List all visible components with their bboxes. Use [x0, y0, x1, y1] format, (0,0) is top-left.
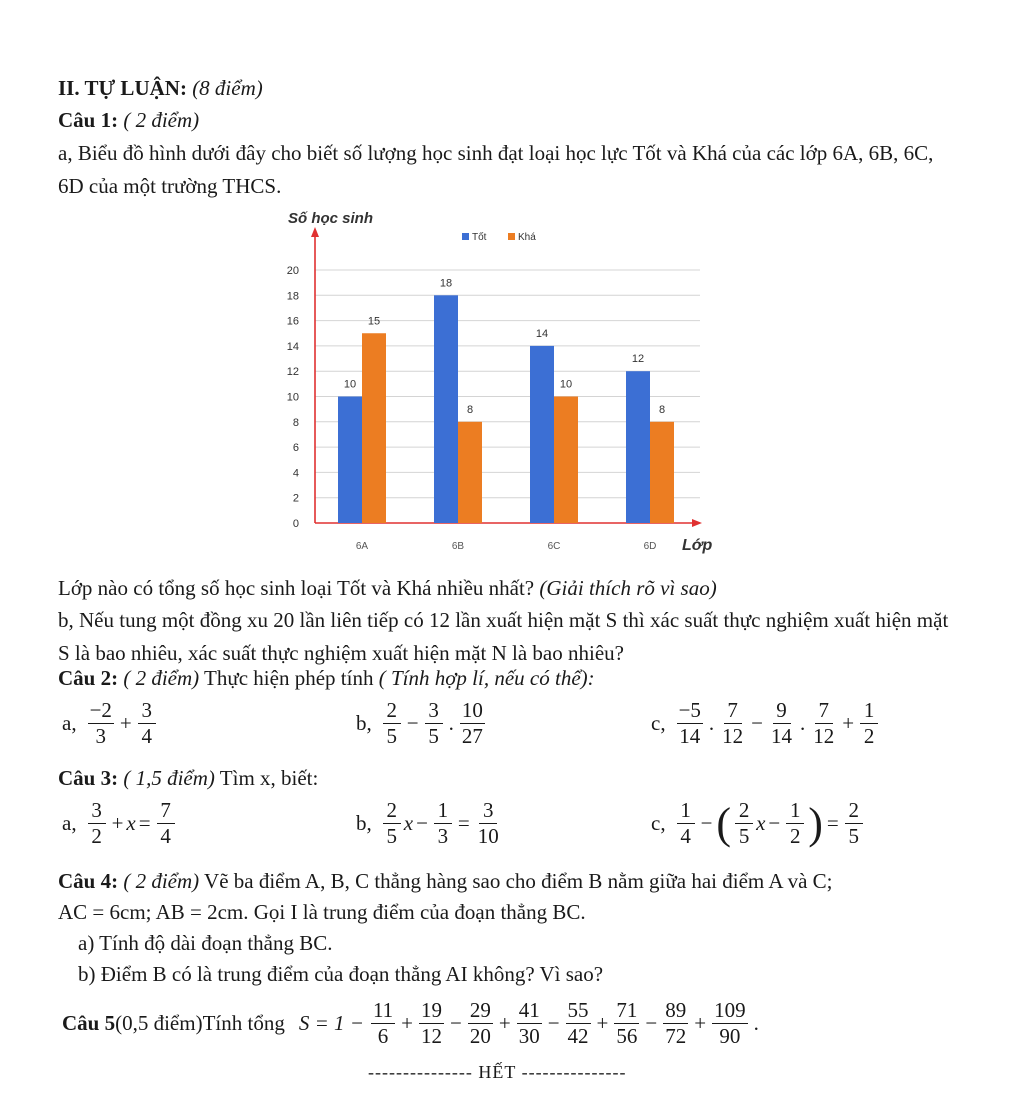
y-tick-label: 4 [292, 467, 299, 480]
bar-chart [240, 205, 760, 565]
data-label: 15 [367, 315, 381, 328]
q1-a-text: a, Biểu đồ hình dưới đây cho biết số lượng học sinh đạt loại học lực Tốt và Khá của các lớp 6A, 6B, 6C, 6D của một trường THCS. [58, 141, 934, 198]
q2-heading: Câu 2: ( 2 điểm) Thực hiện phép tính ( Tính hợp lí, nếu có thể): [58, 666, 595, 690]
x-axis-arrow [692, 519, 702, 527]
q4-item-b: b) Điểm B có là trung điểm của đoạn thẳng AI không? Vì sao? [78, 962, 604, 986]
x-tick-label: 6C [547, 541, 561, 552]
x-tick-label: 6A [355, 541, 369, 552]
q3-a-equation: a, $\frac{3}{2}$ + x = $\frac{7}{4}$ [62, 800, 178, 847]
bar-Tốt-6D [626, 371, 650, 523]
q3-heading: Câu 3: ( 1,5 điểm) Tìm x, biết: [58, 766, 319, 790]
y-tick-label: 0 [292, 518, 299, 530]
data-label: 8 [466, 403, 474, 416]
x-axis-title: Lớp [682, 537, 713, 554]
y-tick-label: 10 [286, 391, 299, 404]
legend-label: Tốt [472, 232, 487, 243]
q4-heading: Câu 4: ( 2 điểm) Vẽ ba điểm A, B, C thẳng hàng sao cho điểm B nằm giữa hai điểm A và C; [58, 869, 833, 893]
bar-Tốt-6C [530, 346, 554, 523]
y-axis-title: Số học sinh [288, 210, 374, 227]
bar-Tốt-6A [338, 397, 362, 524]
data-label: 10 [559, 378, 573, 391]
q1-a-question: Lớp nào có tổng số học sinh loại Tốt và Khá nhiều nhất? (Giải thích rõ vì sao) [58, 576, 717, 600]
y-axis-arrow [311, 227, 319, 237]
q4-item-a: a) Tính độ dài đoạn thẳng BC. [78, 931, 333, 955]
q3-b-equation: b, $\frac{2}{5}$ x − $\frac{1}{3}$ = $\frac{3}{10}$ [356, 798, 499, 848]
data-label: 8 [658, 403, 666, 416]
legend-label: Khá [518, 232, 536, 243]
bar-Tốt-6B [434, 295, 458, 523]
bar-Khá-6C [554, 397, 578, 524]
y-tick-label: 20 [286, 265, 299, 277]
y-tick-label: 14 [286, 340, 299, 353]
data-label: 18 [439, 277, 453, 290]
y-tick-label: 16 [286, 315, 299, 328]
legend-swatch-Khá [508, 233, 515, 240]
data-label: 14 [535, 327, 549, 340]
y-tick-label: 2 [292, 492, 299, 505]
q1-heading: Câu 1: ( 2 điểm) [58, 108, 200, 132]
y-tick-label: 18 [286, 290, 299, 303]
x-tick-label: 6B [451, 541, 465, 552]
data-label: 10 [343, 378, 357, 391]
q2-b-expression: b, $\frac{2}{5}$ − $\frac{3}{5}$ . $\frac{10}{27}$ [356, 698, 483, 748]
y-tick-label: 8 [292, 416, 299, 429]
bar-Khá-6D [650, 422, 674, 523]
q2-c-expression: c, $\frac{-5}{14}$ . $\frac{7}{12}$ − $\frac{9}{14}$ . $\frac{7}{12}$ + $\frac{1}{2}$ [651, 700, 881, 747]
bar-Khá-6B [458, 422, 482, 523]
section-heading: II. TỰ LUẬN: (8 điểm) [58, 76, 263, 100]
x-tick-label: 6D [643, 541, 657, 552]
end-marker: --------------- HẾT --------------- [368, 1062, 627, 1082]
q1-b-text: b, Nếu tung một đồng xu 20 lần liên tiếp có 12 lần xuất hiện mặt S thì xác suất thực nghiệm xuất hiện mặt S là bao nhiêu, xác suất thực nghiệm xuất hiện mặt N là bao nhiêu? [58, 608, 949, 665]
data-label: 12 [631, 353, 645, 366]
q4-text: AC = 6cm; AB = 2cm. Gọi I là trung điểm của đoạn thẳng BC. [58, 900, 586, 924]
q3-c-equation: c, $\frac{1}{4}$ − ( $\frac{2}{5}$ x − $\frac{1}{2}$ ) = $\frac{2}{5}$ [651, 800, 866, 847]
y-tick-label: 6 [292, 442, 299, 455]
q2-a-expression: a, $\frac{-2}{3}$ + $\frac{3}{4}$ [62, 700, 159, 747]
bar-Khá-6A [362, 333, 386, 523]
y-tick-label: 12 [286, 366, 299, 379]
legend-swatch-Tốt [462, 233, 469, 240]
q5-expression: Câu 5 (0,5 điểm)Tính tổng S = 1 − $\frac{11}{6}$ + $\frac{19}{12}$ − $\frac{29}{20}$ + $\frac{41}{30}$ − $\frac{55}{42}$ + $\frac{71}{56}$ − $\frac{89}{72}$ + $\frac{109}{90}$ . [62, 998, 759, 1048]
